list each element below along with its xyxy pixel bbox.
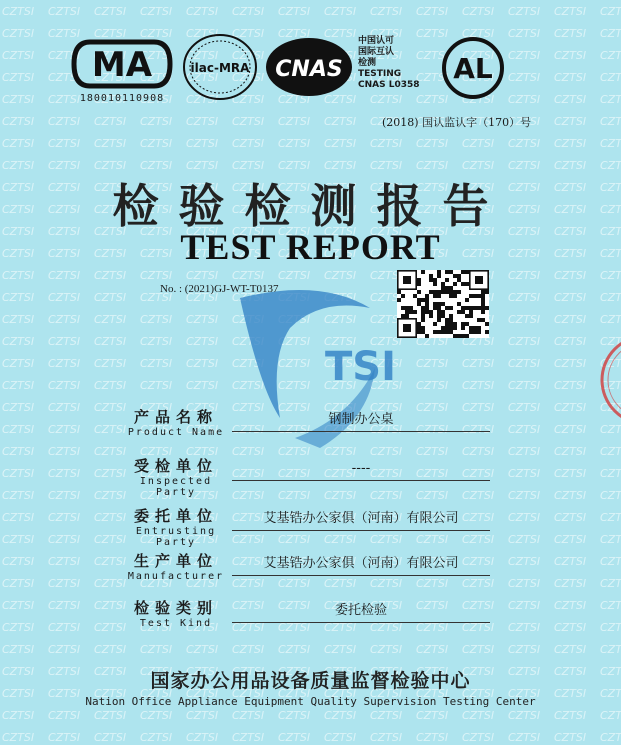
cnas-mutual-recognition-text xyxy=(358,36,420,91)
field-label-en: Product Name xyxy=(127,427,225,438)
field-label-cn: 检验类别 xyxy=(133,599,218,617)
cnas-line-5: CNAS L0358 xyxy=(358,80,420,90)
cnas-line-3: 检测 xyxy=(358,58,377,68)
ilac-mra-logo xyxy=(180,32,260,102)
cma-code: 180010110908 xyxy=(79,93,165,104)
field-value: 钢制办公桌 xyxy=(232,406,490,432)
cnas-logo-text: CNAS xyxy=(275,57,343,82)
field-product-name xyxy=(120,406,500,446)
field-value: ---- xyxy=(232,455,490,481)
cnas-logo xyxy=(264,36,354,98)
field-value: 艾基锆办公家俱（河南）有限公司 xyxy=(232,550,490,576)
field-label-cn: 产品名称 xyxy=(133,408,218,426)
field-entrusting-party xyxy=(120,505,500,548)
official-seal xyxy=(596,330,621,430)
cnas-line-2: 国际互认 xyxy=(358,47,395,57)
cal-logo xyxy=(441,36,505,100)
report-title-en: TEST REPORT xyxy=(180,227,441,267)
field-label-cn: 受检单位 xyxy=(133,457,218,475)
ilac-logo-text: ilac-MRA xyxy=(190,61,250,75)
organization-name-cn: 国家办公用品设备质量监督检验中心 xyxy=(150,670,471,692)
field-value: 艾基锆办公家俱（河南）有限公司 xyxy=(232,505,490,531)
qr-code[interactable] xyxy=(397,270,489,338)
watermark-text: TSI xyxy=(325,344,396,390)
cnas-line-1: 中国认可 xyxy=(358,36,395,46)
cnas-line-4: TESTING xyxy=(358,69,402,79)
approval-number: (2018) 国认监认字（170）号 xyxy=(382,116,532,129)
field-label-en: Manufacturer xyxy=(127,571,225,582)
field-value: 委托检验 xyxy=(232,597,490,623)
field-manufacturer xyxy=(120,550,500,590)
field-label-en: Entrusting Party xyxy=(135,526,217,548)
field-label-en: Test Kind xyxy=(139,618,213,629)
organization-name-en: Nation Office Appliance Equipment Quality Supervision Testing Center xyxy=(85,695,536,708)
field-inspected-party xyxy=(120,455,500,498)
report-title-cn: 检验检测报告 xyxy=(112,179,509,233)
ma-logo-text: MA xyxy=(91,45,153,85)
cma-logo xyxy=(70,36,174,104)
field-label-en: Inspected Party xyxy=(139,476,213,498)
al-logo-text: AL xyxy=(453,52,493,85)
field-label-cn: 生产单位 xyxy=(133,552,218,570)
report-number: No. : (2021)GJ-WT-T0137 xyxy=(160,283,279,295)
field-test-kind xyxy=(120,597,500,637)
field-label-cn: 委托单位 xyxy=(133,507,218,525)
